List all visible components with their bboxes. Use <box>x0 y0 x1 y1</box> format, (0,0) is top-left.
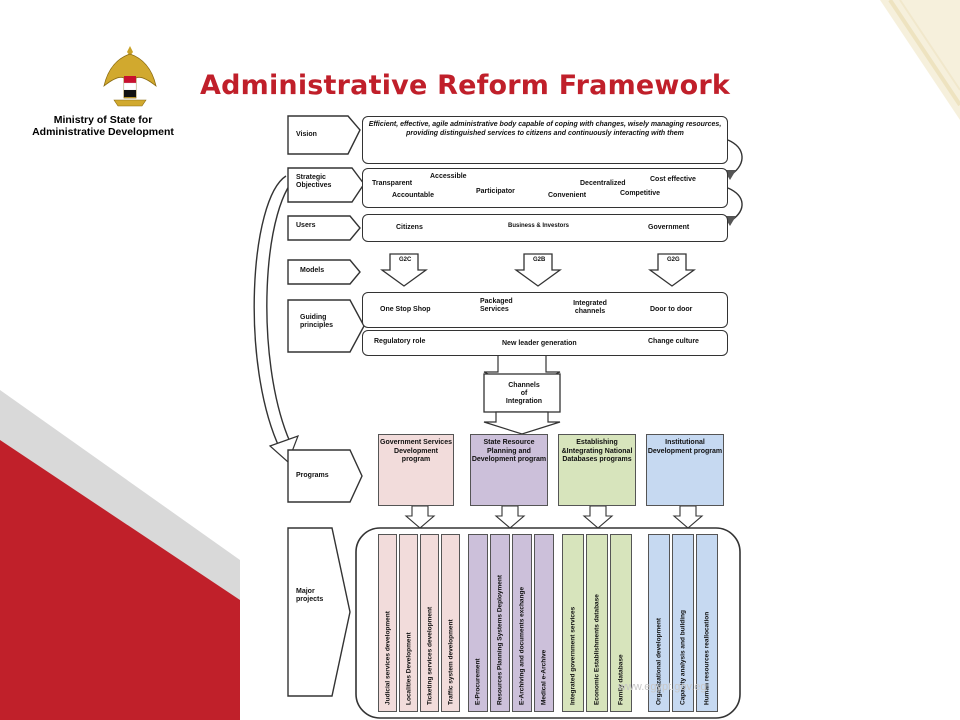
principle-one-stop: One Stop Shop <box>380 306 431 313</box>
project-column-state-1 <box>490 534 510 712</box>
program-label: Government Services Development program <box>380 439 452 463</box>
model-g2b: G2B <box>533 257 546 263</box>
objective-cost-effective: Cost effective <box>650 176 696 183</box>
project-label: Medical e-Archive <box>540 649 548 705</box>
principle-integrated: Integrated channels <box>573 300 607 315</box>
project-label: Ticketing services development <box>426 606 433 705</box>
framework-diagram <box>240 104 748 720</box>
objective-transparent: Transparent <box>372 180 413 187</box>
ministry-name <box>18 114 188 138</box>
model-g2g: G2G <box>667 257 680 263</box>
user-government: Government <box>648 224 690 231</box>
row-label-guiding: Guiding principles <box>300 314 334 329</box>
user-business: Business & Investors <box>508 223 570 229</box>
project-label: Organizational development <box>655 617 663 705</box>
project-label: Capacity analysis and building <box>679 610 687 705</box>
principle-leader: New leader generation <box>502 340 577 347</box>
project-column-db-0 <box>562 534 584 712</box>
channels-label: Channels of Integration <box>505 382 543 405</box>
eagle-logo <box>60 42 200 119</box>
project-column-gov-3 <box>441 534 460 712</box>
project-label: E-Procurement <box>474 658 482 705</box>
page-title: Administrative Reform Framework <box>200 70 730 101</box>
program-label: Establishing &Integrating National Databases programs <box>561 439 633 463</box>
project-label: Integrated government services <box>569 606 577 705</box>
project-column-gov-0 <box>378 534 397 712</box>
model-g2c: G2C <box>399 257 412 263</box>
project-column-gov-2 <box>420 534 439 712</box>
corner-decoration <box>850 0 960 120</box>
row-label-users: Users <box>296 222 316 229</box>
row-label-programs: Programs <box>296 472 329 479</box>
program-government-services <box>378 434 454 506</box>
project-label: Traffic system development <box>447 619 454 705</box>
row-label-vision: Vision <box>296 131 317 138</box>
objectives-box <box>362 168 728 208</box>
objective-participator: Participator <box>476 188 515 195</box>
project-label: Localities Development <box>405 632 412 705</box>
program-state-resource <box>470 434 548 506</box>
project-label: Resources Planning Systems Deployment <box>496 574 504 705</box>
project-label: E-Archiving and documents exchange <box>518 586 526 705</box>
project-column-gov-1 <box>399 534 418 712</box>
row-label-strategic: Strategic Objectives <box>296 174 332 189</box>
project-label: Human resources reallocation <box>703 611 711 705</box>
objective-decentralized: Decentralized <box>580 180 626 187</box>
objective-convenient: Convenient <box>548 192 587 199</box>
principle-door: Door to door <box>650 306 693 313</box>
project-column-db-1 <box>586 534 608 712</box>
user-citizens: Citizens <box>396 224 423 231</box>
program-label: Institutional Development program <box>647 439 723 455</box>
project-column-state-3 <box>534 534 554 712</box>
ministry-line-1: Ministry of State for <box>53 114 153 126</box>
project-label: Family database <box>617 654 625 705</box>
eagle-emblem-icon <box>100 42 160 114</box>
principle-culture: Change culture <box>648 338 699 345</box>
program-national-databases <box>558 434 636 506</box>
project-column-state-2 <box>512 534 532 712</box>
principle-regulatory: Regulatory role <box>374 338 426 345</box>
row-label-models: Models <box>300 267 325 274</box>
row-label-major: Major projects <box>296 588 324 603</box>
principle-packaged: Packaged Services <box>480 298 513 313</box>
objective-accessible: Accessible <box>430 173 467 180</box>
footer-url: www.egypt.gov.eg <box>618 681 707 693</box>
vision-text: Efficient, effective, agile administrative body capable of coping with changes, wisely managing resources, providing distinguished services to citizens and continuously interacting with them <box>368 121 722 137</box>
objective-accountable: Accountable <box>392 192 435 199</box>
program-institutional <box>646 434 724 506</box>
program-label: State Resource Planning and Development program <box>471 439 547 463</box>
project-label: Judicial services development <box>384 611 391 705</box>
ministry-line-2: Administrative Development <box>32 126 174 138</box>
objective-competitive: Competitive <box>620 190 661 197</box>
project-column-state-0 <box>468 534 488 712</box>
project-label: Economic Establishments database <box>593 594 601 705</box>
